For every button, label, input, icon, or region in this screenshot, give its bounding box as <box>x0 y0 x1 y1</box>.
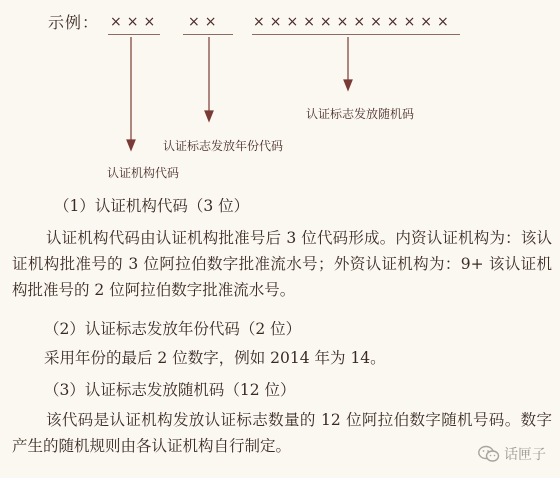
year-code-placeholder: ×× <box>188 14 222 30</box>
section-1-heading: （1）认证机构代码（3 位） <box>54 197 250 215</box>
example-label: 示例： <box>48 13 100 32</box>
section-1-body: 认证机构代码由认证机构批准号后 3 位代码形成。内资认证机构为：该认证机构批准号的 3 位阿拉伯数字批准流水号；外资认证机构为：9+ 该认证机构批准号的 2 位阿拉伯数字批准流水号。 <box>12 229 552 299</box>
section-2-heading: （2）认证标志发放年份代码（2 位） <box>44 320 302 338</box>
watermark-text: 话匣子 <box>504 447 546 463</box>
wechat-icon <box>478 445 500 463</box>
section-3-body: 该代码是认证机构发放认证标志数量的 12 位阿拉伯数字随机号码。数字产生的随机规则由各认证机构自行制定。 <box>12 411 552 455</box>
callout-year-code: 认证标志发放年份代码 <box>163 139 284 153</box>
section-2-body: 采用年份的最后 2 位数字，例如 2014 年为 14。 <box>44 349 386 367</box>
random-code-arrowhead <box>344 80 352 90</box>
year-code-arrowhead <box>205 111 213 121</box>
org-code-placeholder: ××× <box>110 14 161 30</box>
watermark <box>478 444 546 464</box>
random-code-placeholder: ×××××××××××× <box>253 14 454 30</box>
callout-random-code: 认证标志发放随机码 <box>306 107 415 121</box>
org-code-arrowhead <box>127 140 135 150</box>
callout-org-code: 认证机构代码 <box>107 166 180 180</box>
section-3-heading: （3）认证标志发放随机码（12 位） <box>44 381 296 399</box>
